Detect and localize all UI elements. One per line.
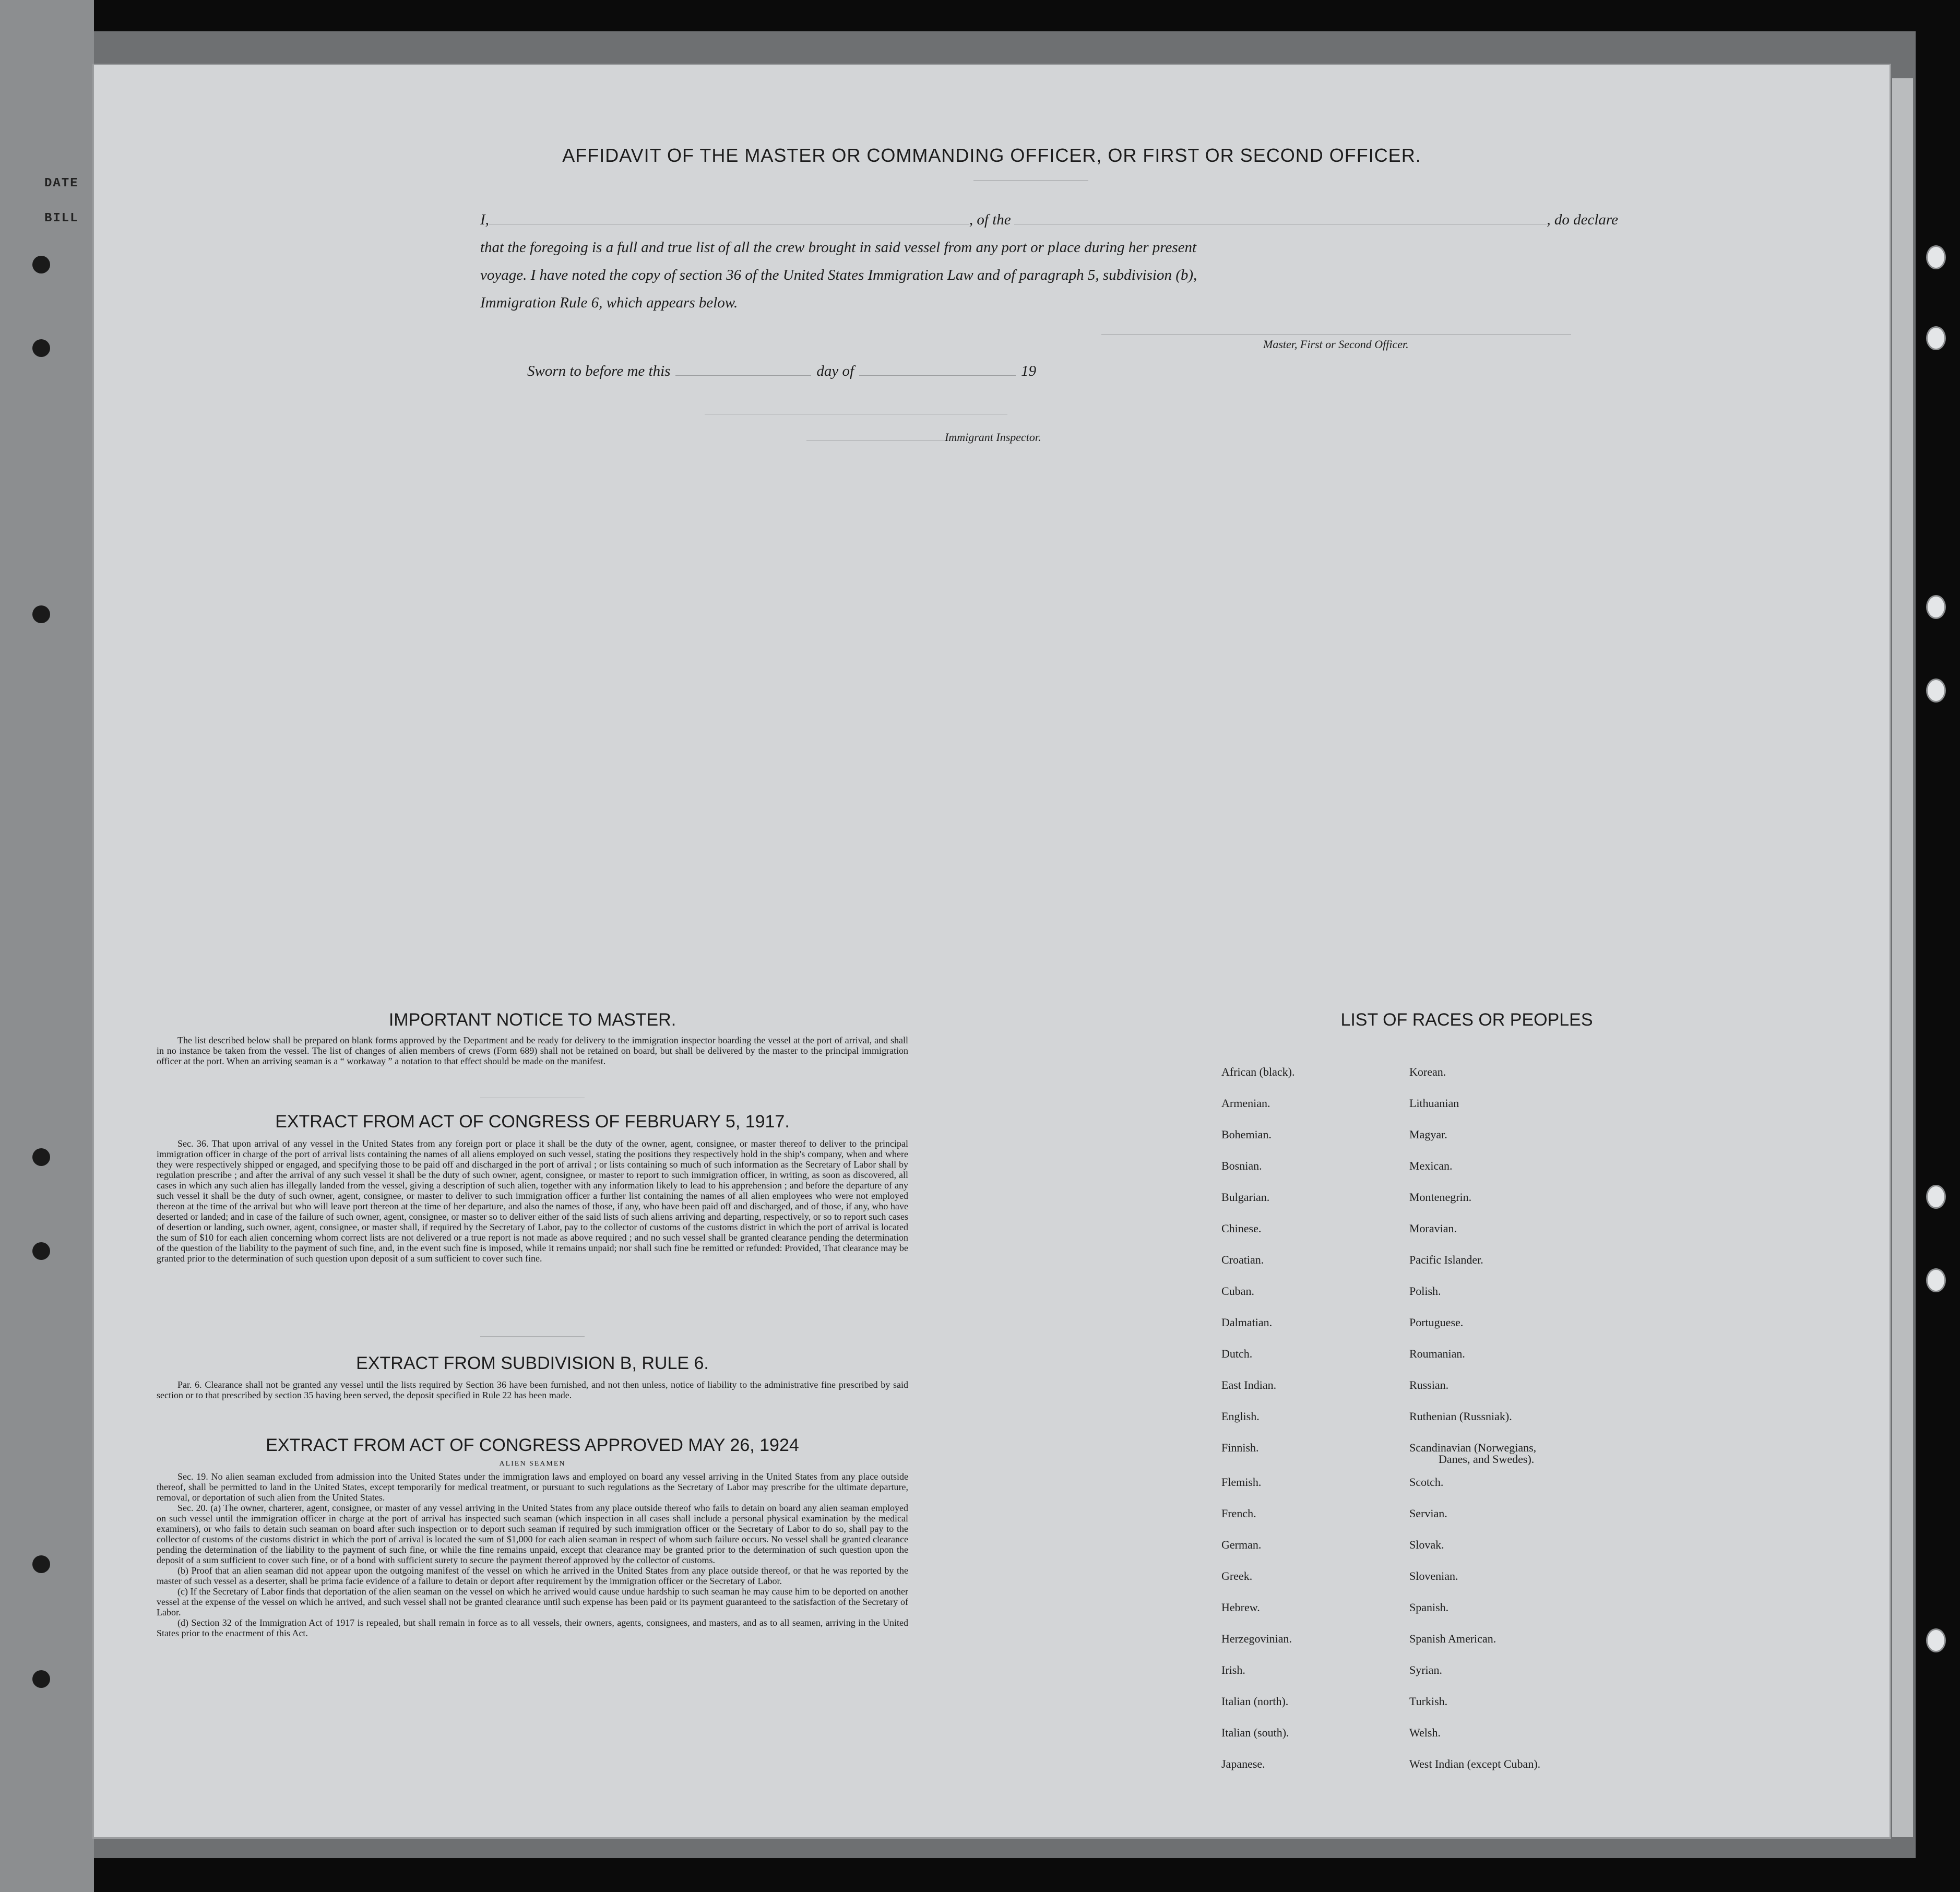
race-item: Finnish.: [1221, 1441, 1259, 1454]
race-item-cont: Danes, and Swedes).: [1439, 1453, 1535, 1466]
strip-label-date: DATE: [44, 176, 79, 191]
punch-hole: [1926, 1628, 1946, 1652]
extract-1924-title: EXTRACT FROM ACT OF CONGRESS APPROVED MAY 26, 1924: [266, 1435, 799, 1455]
binder-hole: [32, 1555, 50, 1573]
race-item: Flemish.: [1221, 1475, 1262, 1489]
race-item: German.: [1221, 1538, 1262, 1551]
races-column-2: [1409, 1066, 1540, 1790]
race-item: Slovenian.: [1409, 1569, 1458, 1582]
sworn-day-of: day of: [816, 363, 854, 379]
race-item: Turkish.: [1409, 1695, 1448, 1708]
race-item: Russian.: [1409, 1378, 1449, 1391]
alien-seamen-subtitle: ALIEN SEAMEN: [499, 1460, 566, 1468]
affidavit-line1-declare: , do declare: [1547, 211, 1618, 228]
affidavit-title: AFFIDAVIT OF THE MASTER OR COMMANDING OFFICER, OR FIRST OR SECOND OFFICER.: [562, 145, 1421, 166]
inspector-label: Immigrant Inspector.: [945, 431, 1041, 444]
binder-hole: [32, 339, 50, 357]
punch-hole: [1926, 326, 1946, 350]
race-item: Hebrew.: [1221, 1601, 1260, 1614]
race-item: Montenegrin.: [1409, 1191, 1472, 1204]
race-item: Magyar.: [1409, 1128, 1447, 1141]
left-bound-strip: [0, 0, 94, 1892]
notice-text: [157, 1035, 908, 1066]
sworn-month-blank[interactable]: [859, 365, 1016, 376]
binder-hole: [32, 1670, 50, 1688]
notice-title: IMPORTANT NOTICE TO MASTER.: [388, 1010, 676, 1030]
race-item: Chinese.: [1221, 1222, 1262, 1235]
master-signature-line[interactable]: [1101, 334, 1571, 335]
sworn-line: [527, 358, 1154, 385]
sworn-day-blank[interactable]: [675, 365, 811, 376]
race-item: Mexican.: [1409, 1159, 1453, 1172]
affidavit-line1-i: I,: [480, 211, 489, 228]
rule6-text: [157, 1379, 908, 1400]
name-blank[interactable]: [489, 213, 969, 224]
race-item: West Indian (except Cuban).: [1409, 1757, 1541, 1770]
race-item: Roumanian.: [1409, 1347, 1465, 1360]
rule6-paragraph: Par. 6. Clearance shall not be granted any vessel until the lists required by Section 36 have been furnished, and not then unless, notice of liability to the administrative fine prescribed by said section or to that prescribed by section 35 having been served, the deposit specified in Rule 22 has been made.: [157, 1379, 908, 1400]
sworn-text: Sworn to before me this: [527, 363, 671, 379]
affidavit-declaration: [480, 206, 1618, 317]
race-item: Moravian.: [1409, 1222, 1457, 1235]
binder-hole: [32, 605, 50, 623]
vessel-blank[interactable]: [1014, 213, 1547, 224]
page-edge: [1892, 78, 1913, 1837]
race-item: Dalmatian.: [1221, 1316, 1273, 1329]
form-page: [94, 65, 1890, 1837]
extract-1917-title: EXTRACT FROM ACT OF CONGRESS OF FEBRUARY 5, 1917.: [275, 1112, 790, 1132]
sec20b-paragraph: (b) Proof that an alien seaman did not appear upon the outgoing manifest of the vessel on which he arrived in the United States from any place outside thereof, or that he was reported by the master of such vessel as a deserter, shall be prima facie evidence of a failure to detain or deport after requirement by the immigration officer or the Secretary of Labor.: [157, 1565, 908, 1586]
race-item: Polish.: [1409, 1284, 1441, 1298]
race-item: Bohemian.: [1221, 1128, 1272, 1141]
extract-1924-text: [157, 1458, 908, 1638]
sec19-paragraph: Sec. 19. No alien seaman excluded from admission into the United States under the immigration laws and employed on board any vessel arriving in the United States from any place outside thereof, shall be permitted to land in the United States, except temporarily for medical treatment, or pursuant to such regulations as the Secretary of Labor may prescribe for the ultimate departure, removal, or deportation of such alien from the United States.: [157, 1471, 908, 1503]
race-item: Servian.: [1409, 1507, 1447, 1520]
race-item: Ruthenian (Russniak).: [1409, 1410, 1512, 1423]
affidavit-line2: that the foregoing is a full and true list of all the crew brought in said vessel from any port or place during her present: [480, 239, 1197, 256]
race-item: Croatian.: [1221, 1253, 1264, 1266]
affidavit-line1-of: , of the: [969, 211, 1011, 228]
race-item: Cuban.: [1221, 1284, 1254, 1298]
punch-hole: [1926, 1185, 1946, 1209]
races-title: LIST OF RACES OR PEOPLES: [1340, 1010, 1593, 1030]
punch-hole: [1926, 679, 1946, 703]
race-item-scandinavian: [1409, 1442, 1540, 1477]
master-signature-label: Master, First or Second Officer.: [1263, 338, 1409, 351]
sec20d-paragraph: (d) Section 32 of the Immigration Act of 1917 is repealed, but shall remain in force as to all vessels, their owners, agents, consignees, and masters, and as to all seamen, arriving in the United States prior to the enactment of this Act.: [157, 1617, 908, 1638]
binder-hole: [32, 1148, 50, 1166]
notice-paragraph: The list described below shall be prepared on blank forms approved by the Department and be ready for delivery to the immigration inspector boarding the vessel at the port of arrival, and shall in no instance be taken from the vessel. The list of changes of alien members of crews (Form 689) shall not be retained on board, but shall be delivered by the master to the principal immigration officer at the port. When an arriving seaman is a “ workaway ” a notation to that effect should be made on the manifest.: [157, 1035, 908, 1066]
race-item: Portuguese.: [1409, 1316, 1464, 1329]
rule6-title: EXTRACT FROM SUBDIVISION B, RULE 6.: [356, 1353, 709, 1373]
strip-label-bill: BILL: [44, 211, 79, 225]
races-column-1: [1221, 1066, 1294, 1790]
race-item: Japanese.: [1221, 1757, 1265, 1770]
divider: [480, 1336, 585, 1337]
punch-hole: [1926, 245, 1946, 269]
race-item: Bulgarian.: [1221, 1191, 1270, 1204]
binder-hole: [32, 1242, 50, 1260]
race-item: Dutch.: [1221, 1347, 1253, 1360]
race-item: African (black).: [1221, 1065, 1295, 1078]
race-item: Bosnian.: [1221, 1159, 1262, 1172]
race-item: Herzegovinian.: [1221, 1632, 1292, 1645]
race-item: Greek.: [1221, 1569, 1253, 1582]
punch-hole: [1926, 595, 1946, 619]
sec20a-paragraph: Sec. 20. (a) The owner, charterer, agent, consignee, or master of any vessel arriving in the United States from any place outside thereof who fails to detain on board any alien seaman employed on such vessel until the immigration officer in charge at the port of arrival has inspected such seaman (which inspection in all cases shall include a personal physical examination by the medical examiners), or who fails to detain such seaman on board after such inspection or to deport such seaman if required by such immigration officer or the Secretary of Labor to do so, shall pay to the collector of customs of the customs district in which the port of arrival is located the sum of $1,000 for each alien seaman in respect of whom such failure occurs. No vessel shall be granted clearance pending the determination of the liability to the payment of such fine, or while the fine remains unpaid, except that clearance may be granted prior to the determination of such question upon the deposit of a sum sufficient to cover such fine, or of a bond with sufficient surety to secure the payment thereof approved by the collector of customs.: [157, 1503, 908, 1565]
extract-1917-paragraph: Sec. 36. That upon arrival of any vessel in the United States from any foreign port or place it shall be the duty of the owner, agent, consignee, or master thereof to deliver to the principal immigration officer in charge of the port of arrival lists containing the names of all aliens employed on such vessel, stating the positions they respectively hold in the ship's company, when and where they were respectively shipped or engaged, and specifying those to be paid off and discharged in the port of arrival ; or lists containing so much of such information as the Secretary of Labor shall by regulation prescribe ; and after the arrival of any such vessel it shall be the duty of such owner, agent, consignee, or master to report to such immigration officer, in writing, as soon as discovered, all cases in which any such alien has illegally landed from the vessel, giving a description of such alien, together with any information likely to lead to his apprehension ; and before the departure of any such vessel it shall be the duty of such owner, agent, consignee, or master to deliver to such immigration officer a further list containing the names of all alien employees who were not employed thereon at the time of the arrival but who will leave port thereon at the time of her departure, and also the names of those, if any, who have been paid off and discharged, and of those, if any, who have deserted or landed; and in case of the failure of such owner, agent, consignee, or master so to deliver either of the said lists of such aliens arriving and departing, respectively, or so to report such cases of desertion or landing, such owner, agent, consignee, or master shall, if required by the Secretary of Labor, pay to the collector of customs of the customs district in which the port of arrival is located the sum of $10 for each alien concerning whom correct lists are not delivered or a true report is not made as above required ; and no such vessel shall be granted clearance pending the determination of the question of the liability to the payment of such fine, and, in the event such fine is imposed, while it remains unpaid; nor shall such fine be remitted or refunded: Provided, That clearance may be granted prior to the determination of such question upon deposit of a sum sufficient to cover such fine.: [157, 1138, 908, 1264]
race-item: Pacific Islander.: [1409, 1253, 1483, 1266]
race-item: Korean.: [1409, 1065, 1446, 1078]
binder-hole: [32, 256, 50, 273]
race-item: French.: [1221, 1507, 1256, 1520]
race-item: English.: [1221, 1410, 1260, 1423]
race-item: Spanish American.: [1409, 1632, 1496, 1645]
race-item: Syrian.: [1409, 1663, 1442, 1676]
divider: [973, 180, 1088, 181]
race-item: Spanish.: [1409, 1601, 1449, 1614]
race-item: Irish.: [1221, 1663, 1245, 1676]
race-item: Italian (north).: [1221, 1695, 1289, 1708]
race-item: East Indian.: [1221, 1378, 1277, 1391]
affidavit-line3: voyage. I have noted the copy of section 36 of the United States Immigration Law and of paragraph 5, subdivision (b),: [480, 267, 1197, 283]
sworn-year: 19: [1021, 363, 1037, 379]
race-item: Scotch.: [1409, 1475, 1444, 1489]
race-item: Welsh.: [1409, 1726, 1441, 1739]
race-item: Scandinavian (Norwegians,: [1409, 1441, 1537, 1454]
extract-1917-text: [157, 1138, 908, 1264]
affidavit-line4: Immigration Rule 6, which appears below.: [480, 294, 738, 311]
punch-hole: [1926, 1268, 1946, 1292]
race-item: Italian (south).: [1221, 1726, 1289, 1739]
inspector-signature-line-2[interactable]: [806, 440, 963, 441]
race-item: Slovak.: [1409, 1538, 1444, 1551]
race-item: Lithuanian: [1409, 1097, 1459, 1110]
sec20c-paragraph: (c) If the Secretary of Labor finds that deportation of the alien seaman on the vessel on which he arrived would cause undue hardship to such seaman he may cause him to be deported on another vessel at the expense of the vessel on which he arrived, and such vessel shall not be granted clearance until such expense has been paid or its payment guaranteed to the satisfaction of the Secretary of Labor.: [157, 1586, 908, 1617]
race-item: Armenian.: [1221, 1097, 1270, 1110]
